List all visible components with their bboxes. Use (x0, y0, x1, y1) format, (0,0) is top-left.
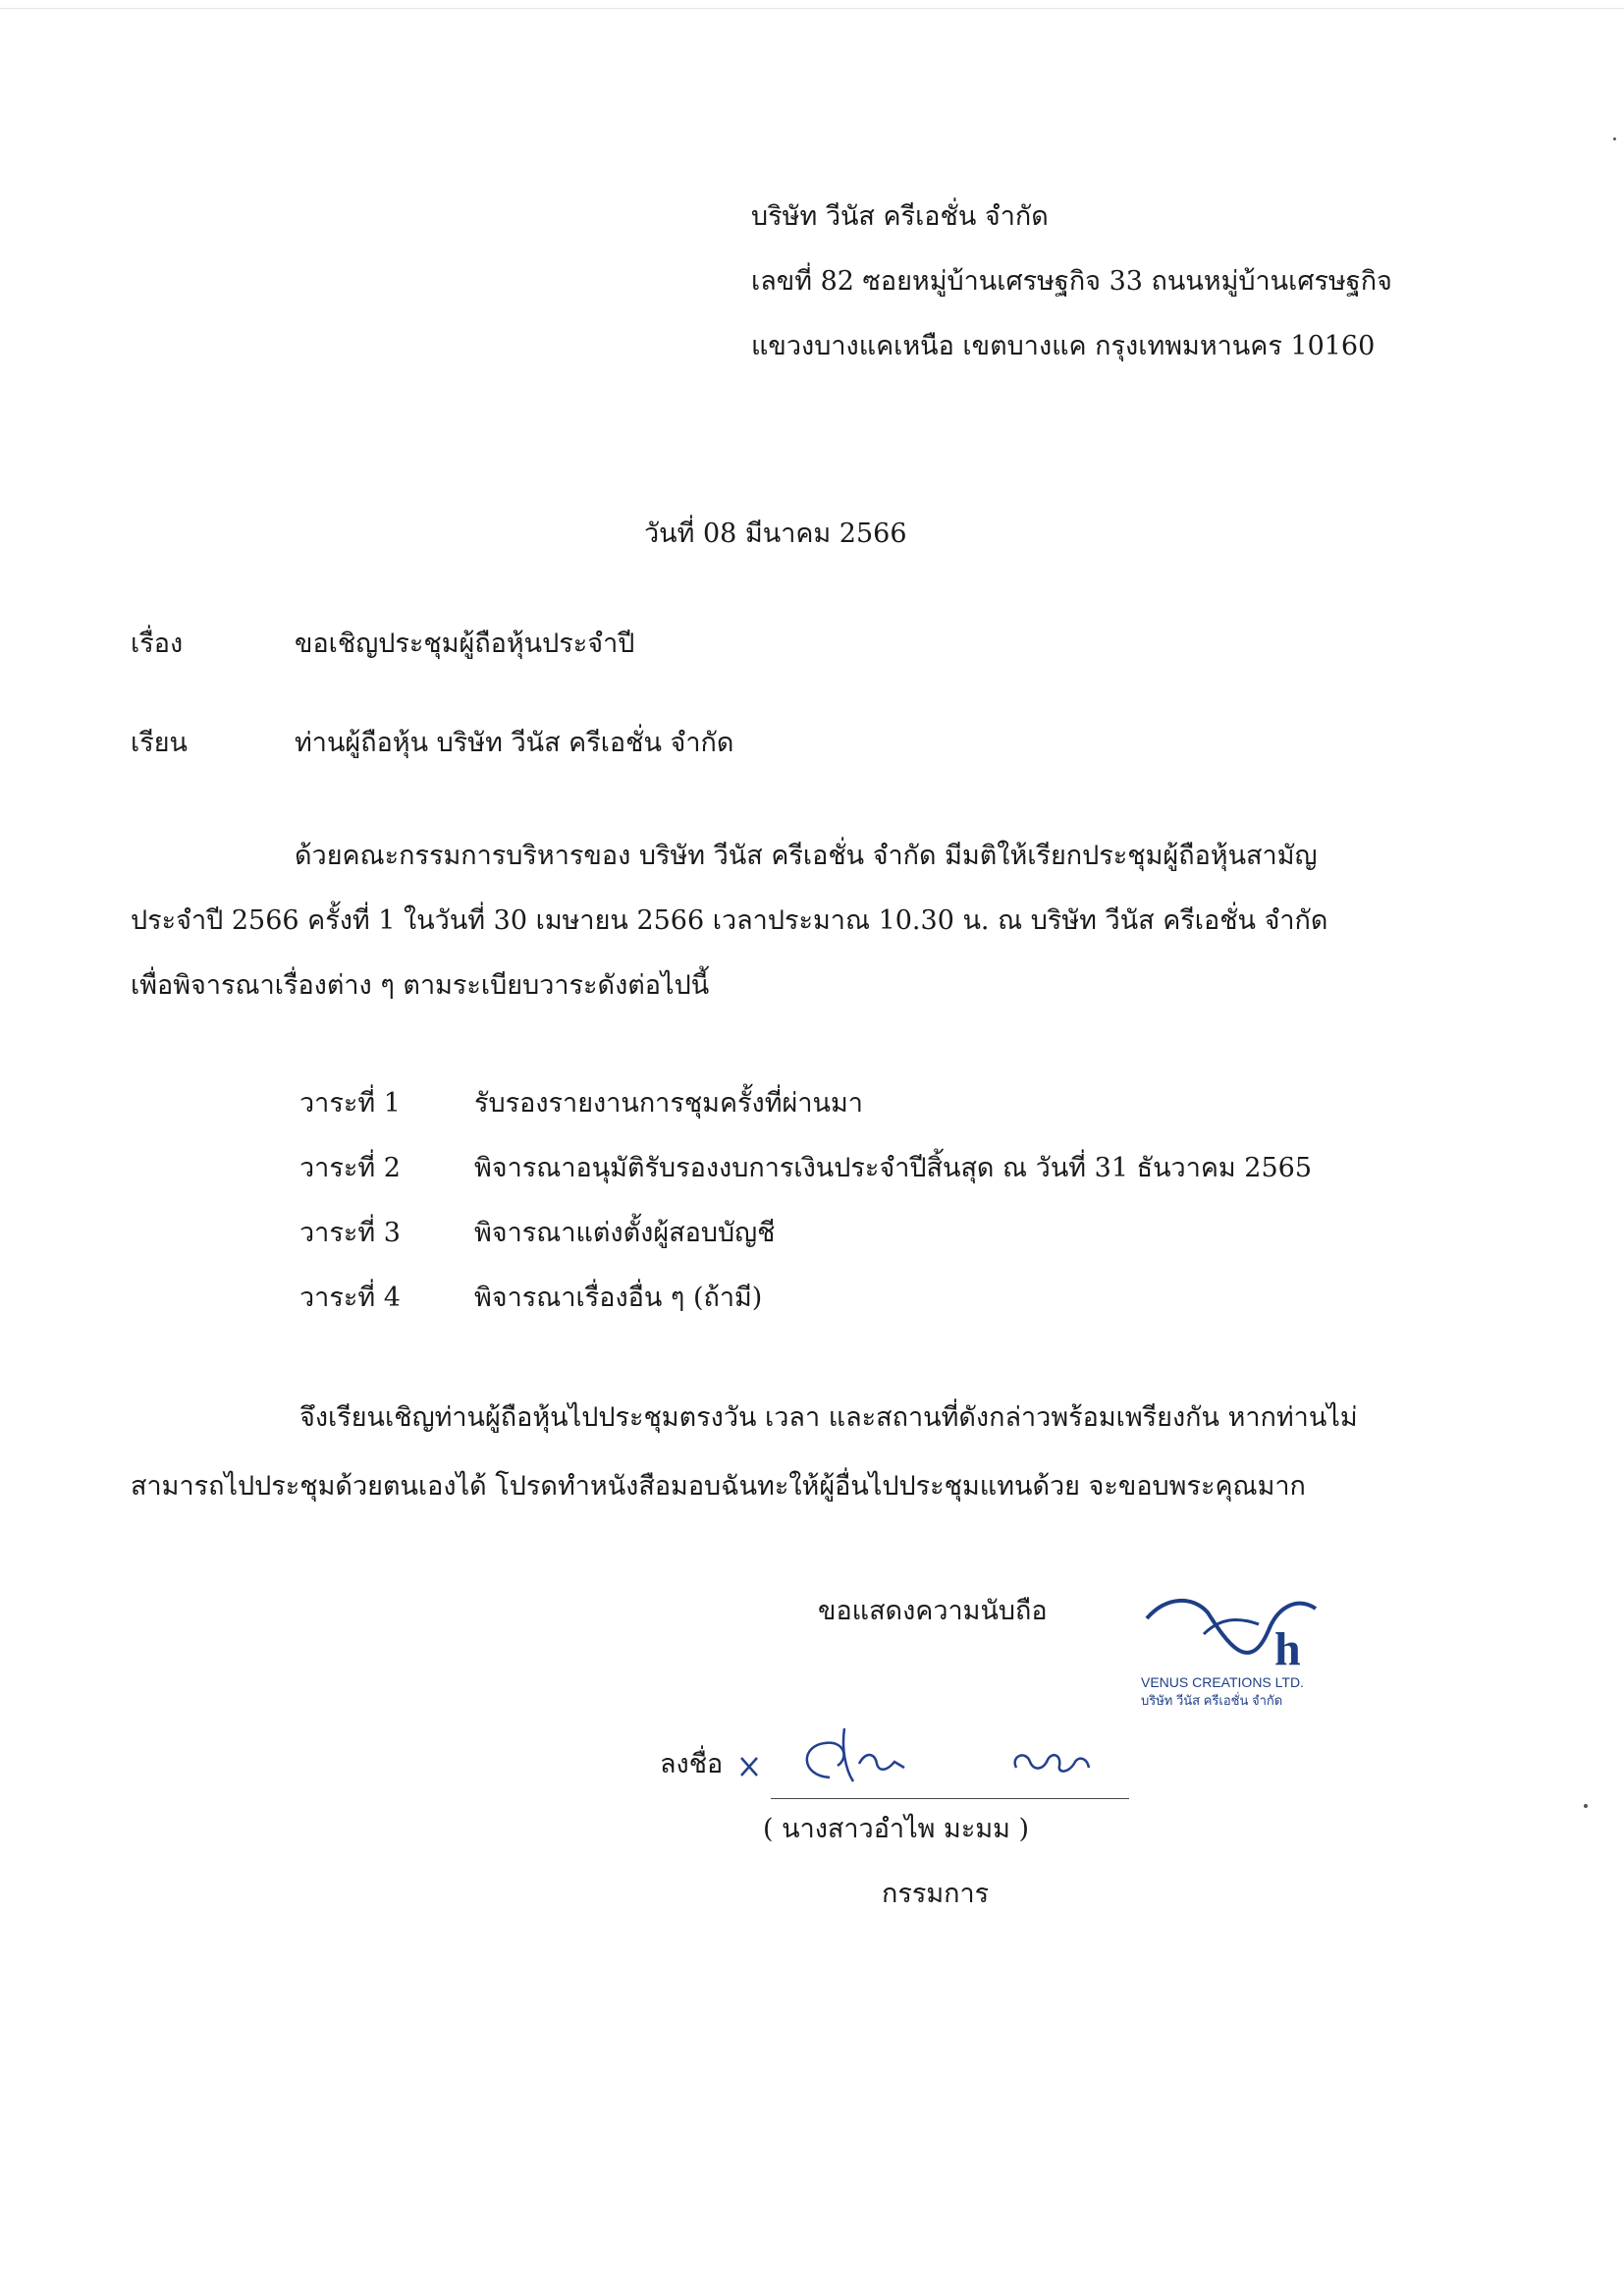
agenda-label-1: วาระที่ 1 (299, 1088, 401, 1119)
closing-line-2: สามารถไปประชุมด้วยตนเองได้ โปรดทำหนังสือมอบฉันทะให้ผู้อื่นไปประชุมแทนด้วย จะขอบพระคุณมาก (131, 1471, 1306, 1502)
handwritten-signature (731, 1699, 1154, 1797)
closing-line-1: จึงเรียนเชิญท่านผู้ถือหุ้นไปประชุมตรงวัน เวลา และสถานที่ดังกล่าวพร้อมเพรียงกัน หากท่านไม่ (299, 1402, 1358, 1433)
address-line-2: แขวงบางแคเหนือ เขตบางแค กรุงเทพมหานคร 10160 (751, 331, 1376, 361)
signer-title: กรรมการ (882, 1879, 990, 1909)
intro-line-2: ประจำปี 2566 ครั้งที่ 1 ในวันที่ 30 เมษายน 2566 เวลาประมาณ 10.30 น. ณ บริษัท วีนัส ครีเอชั่น จำกัด (131, 905, 1328, 936)
recipient-label: เรียน (131, 728, 189, 758)
letter-date: วันที่ 08 มีนาคม 2566 (644, 519, 907, 549)
recipient-text: ท่านผู้ถือหุ้น บริษัท วีนัส ครีเอชั่น จำกัด (295, 728, 734, 758)
svg-text:VENUS CREATIONS LTD.: VENUS CREATIONS LTD. (1141, 1674, 1304, 1690)
page-top-edge (0, 8, 1624, 9)
company-name: บริษัท วีนัส ครีเอชั่น จำกัด (751, 201, 1049, 232)
agenda-text-1: รับรองรายงานการชุมครั้งที่ผ่านมา (474, 1088, 863, 1119)
svg-text:h: h (1274, 1623, 1301, 1675)
agenda-label-2: วาระที่ 2 (299, 1153, 401, 1183)
sign-label: ลงชื่อ (660, 1749, 724, 1779)
agenda-label-3: วาระที่ 3 (299, 1218, 401, 1248)
subject-text: ขอเชิญประชุมผู้ถือหุ้นประจำปี (295, 629, 635, 659)
agenda-text-4: พิจารณาเรื่องอื่น ๆ (ถ้ามี) (474, 1283, 763, 1313)
agenda-label-4: วาระที่ 4 (299, 1283, 401, 1313)
scan-speck (1584, 1804, 1588, 1808)
agenda-text-3: พิจารณาแต่งตั้งผู้สอบบัญชี (474, 1218, 776, 1248)
intro-line-3: เพื่อพิจารณาเรื่องต่าง ๆ ตามระเบียบวาระดังต่อไปนี้ (131, 970, 710, 1001)
svg-text:บริษัท วีนัส ครีเอชั่น จำกัด: บริษัท วีนัส ครีเอชั่น จำกัด (1141, 1693, 1283, 1708)
intro-line-1: ด้วยคณะกรรมการบริหารของ บริษัท วีนัส ครีเอชั่น จำกัด มีมติให้เรียกประชุมผู้ถือหุ้นสามัญ (295, 841, 1318, 871)
sign-off: ขอแสดงความนับถือ (818, 1596, 1048, 1626)
subject-label: เรื่อง (131, 629, 184, 659)
signature-line (771, 1798, 1129, 1799)
scan-speck (1613, 137, 1616, 140)
signer-name: ( นางสาวอำไพ มะมม ) (763, 1814, 1030, 1844)
address-line-1: เลขที่ 82 ซอยหมู่บ้านเศรษฐกิจ 33 ถนนหมู่บ้านเศรษฐกิจ (751, 266, 1392, 297)
company-seal (1139, 1591, 1365, 1709)
agenda-text-2: พิจารณาอนุมัติรับรองงบการเงินประจำปีสิ้นสุด ณ วันที่ 31 ธันวาคม 2565 (474, 1153, 1313, 1183)
